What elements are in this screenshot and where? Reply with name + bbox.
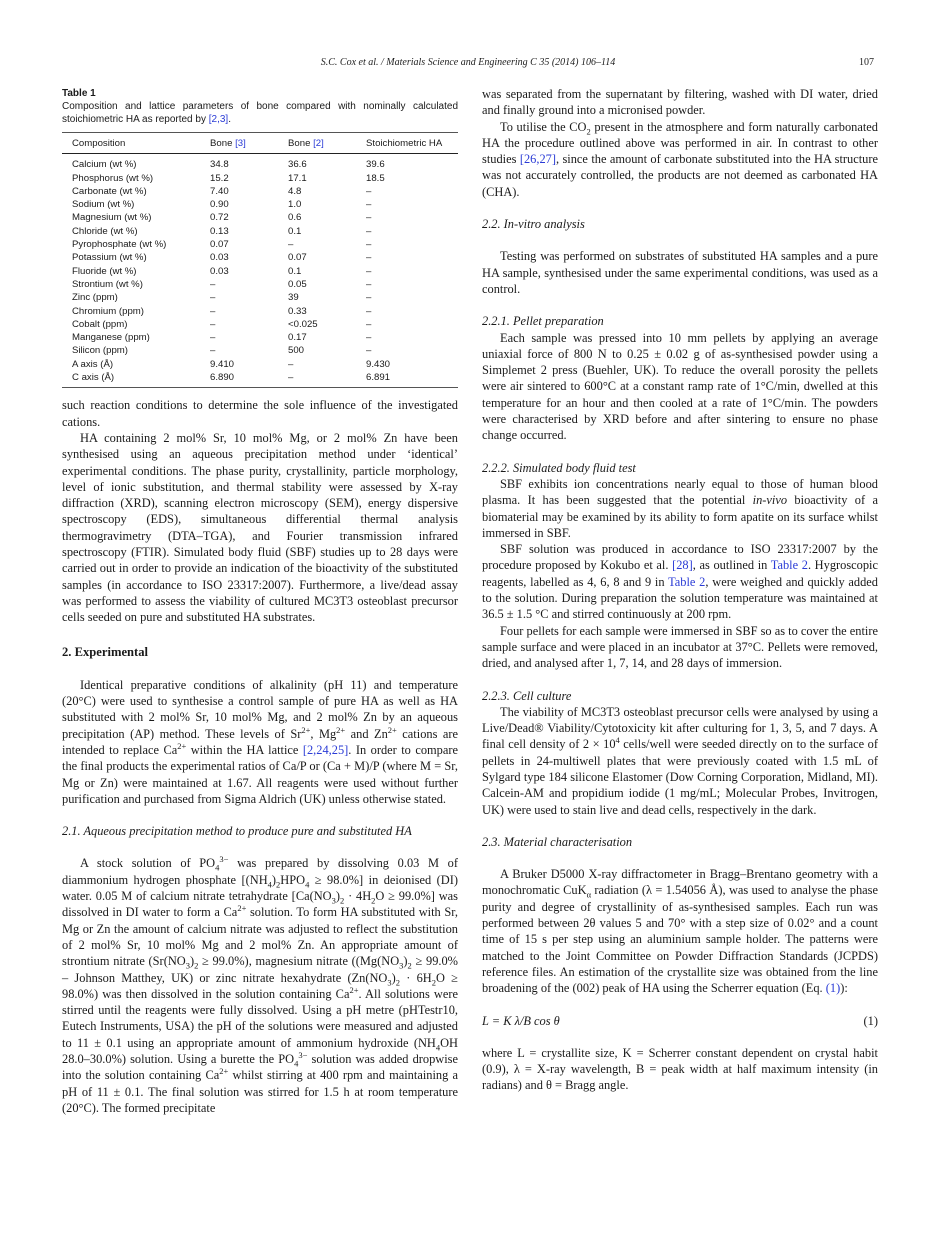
subscript: 2 — [431, 977, 436, 988]
superscript: 2+ — [177, 740, 187, 751]
text-run: , as outlined in — [692, 558, 771, 573]
subscript: 2 — [407, 960, 412, 971]
paragraph — [482, 476, 878, 541]
subscript: 4 — [294, 1058, 299, 1069]
cell-bone3: – — [210, 332, 216, 344]
cell-stoich: – — [366, 185, 372, 197]
citation-link[interactable]: [2,24,25] — [302, 742, 349, 757]
paragraph — [482, 866, 878, 996]
journal-citation: S.C. Cox et al. / Materials Science and Engineering C 35 (2014) 106–114 — [320, 57, 616, 68]
table-link[interactable]: Table 2 — [668, 574, 706, 589]
cell-name: Silicon (ppm) — [72, 345, 128, 357]
col-header-composition: Composition — [62, 133, 200, 154]
text-run: To utilise the CO — [500, 119, 587, 134]
paragraph: Each sample was pressed into 10 mm pellets by applying an average uniaxial force of 800 N to 0.25 ± 0.02 g of as-synthesised powder using a Simplemet 2 press (Buehler, UK). To reduce the overall porosity the pellets were air sintered to 600°C at a constant ramp rate of 1°C/min, dwelled at this temperature for an hour and then cooled at a rate of 1°C/min. The powders were characterised by XRD before and after sintering to ensure no phase change occurred. — [482, 330, 878, 443]
text-run: O ≥ 99.0%] was dissolved in DI water to form a Ca — [62, 889, 459, 920]
text-run: ): — [840, 981, 848, 996]
table-caption — [62, 100, 458, 126]
paragraph: such reaction conditions to determine the sole influence of the investigated cations. — [62, 398, 458, 429]
running-head — [62, 57, 874, 71]
text-run: present in the atmosphere and form naturally carbonated HA the procedure outlined above was performed in air. In contrast to other studies — [482, 119, 878, 167]
equation-number: (1) — [863, 1013, 878, 1028]
table-row — [62, 265, 458, 278]
subscript: 4 — [215, 862, 220, 873]
text-run: , were weighed and quickly added to the solution. During preparation the solution temperature was maintained at 36.5 ± 1.5 °C and stirred continuously at 200 rpm. — [482, 574, 879, 622]
cell-bone3: – — [210, 305, 216, 317]
cell-bone3: 0.90 — [210, 199, 229, 211]
text-run: ) — [271, 872, 277, 887]
table-row — [62, 331, 458, 344]
cell-stoich: – — [366, 199, 372, 211]
cell-name: Potassium (wt %) — [72, 252, 147, 264]
subsection-heading: 2.2. In-vitro analysis — [482, 217, 585, 232]
table-row — [62, 278, 458, 291]
cell-bone3: 0.03 — [210, 252, 229, 264]
text-run: SBF solution was produced in accordance to ISO 23317:2007 by the procedure proposed by Kokubo et al. — [482, 542, 878, 573]
cell-name: A axis (Å) — [72, 358, 114, 370]
cell-stoich: – — [366, 278, 372, 290]
cell-bone3: 6.890 — [210, 372, 235, 384]
subsection-heading: 2.2.3. Cell culture — [482, 688, 572, 703]
text-run: ) — [189, 954, 195, 969]
right-column — [482, 86, 878, 1094]
subscript: 2 — [371, 895, 376, 906]
subscript: 2 — [194, 960, 199, 971]
subscript: 3 — [185, 960, 190, 971]
cell-name: Strontium (wt %) — [72, 278, 143, 290]
subsection-heading: 2.2.1. Pellet preparation — [482, 314, 604, 329]
text-run: ≥ 99.0% – Johnson Matthey, UK) or zinc nitrate hexahydrate (Zn(NO — [62, 954, 458, 985]
table-body — [62, 154, 458, 388]
caption-end: . — [228, 114, 231, 125]
text-run: was prepared by dissolving 0.03 M of diammonium hydrogen phosphate [(NH — [62, 856, 458, 887]
cell-name: Carbonate (wt %) — [72, 185, 147, 197]
cell-stoich: – — [366, 305, 372, 317]
cell-name: Chromium (ppm) — [72, 305, 144, 317]
cell-bone2: – — [288, 358, 294, 370]
cell-bone2: 0.1 — [288, 265, 302, 277]
table-row — [62, 211, 458, 224]
table-row — [62, 358, 458, 371]
cell-bone3: – — [210, 278, 216, 290]
cell-bone3: 0.13 — [210, 225, 229, 237]
cell-name: Fluoride (wt %) — [72, 265, 137, 277]
text-run: · 6H — [400, 970, 432, 985]
subscript: 3 — [399, 960, 404, 971]
cell-stoich: – — [366, 265, 372, 277]
text-run: ) — [335, 889, 340, 904]
cell-name: C axis (Å) — [72, 372, 115, 384]
col-header-stoich: Stoichiometric HA — [356, 133, 458, 154]
cell-bone2: <0.025 — [288, 318, 318, 330]
cell-stoich: 18.5 — [366, 172, 385, 184]
table-row — [62, 172, 458, 185]
subsection-heading: 2.2.2. Simulated body fluid test — [482, 460, 636, 475]
citation-link[interactable]: [3] — [235, 138, 246, 149]
table-row — [62, 225, 458, 238]
col-header-bone3 — [200, 133, 278, 154]
table-label: Table 1 — [62, 88, 96, 99]
subscript: 4 — [267, 879, 272, 890]
paragraph — [482, 704, 878, 818]
text-run: The viability of MC3T3 osteoblast precursor cells were analysed by using a Live/Dead® Viability/Cytotoxicity kit after culturing for 1, 3, 5, and 7 days. A final cell density of 2 × 10 — [482, 704, 878, 752]
cell-bone2: 500 — [288, 345, 305, 357]
text-run: HPO — [280, 872, 306, 887]
scherrer-equation — [482, 1013, 878, 1029]
text-run: solution was added dropwise into the solution containing Ca — [62, 1052, 459, 1083]
paragraph: Four pellets for each sample were immersed in SBF so as to cover the entire sample surface and were placed in an incubator at 37°C. Pellets were removed, dried, and analysed after 1, 7, 14, and 28 days of immersion. — [482, 623, 878, 671]
text-run: O ≥ 98.0%) was then dissolved in the solution containing Ca — [62, 970, 458, 1001]
superscript: 2+ — [301, 724, 311, 735]
caption-text: Composition and lattice parameters of bone compared with nominally calculated stoichiometric HA as reported by — [62, 101, 458, 125]
subscript: α — [586, 889, 592, 900]
table-row — [62, 154, 458, 172]
cell-stoich: – — [366, 212, 372, 224]
text-run: within the HA lattice — [186, 742, 303, 757]
cell-bone3: 0.72 — [210, 212, 229, 224]
subscript: 2 — [340, 895, 345, 906]
paragraph: was separated from the supernatant by filtering, washed with DI water, dried and finally ground into a micronised powder. — [482, 87, 878, 118]
superscript: 2+ — [336, 724, 346, 735]
text-run: , since the amount of carbonate substituted into the HA structure was not accurately controlled, the products are not deemed as carbonated HA (CHA). — [482, 152, 878, 199]
paragraph — [482, 119, 878, 200]
text-run: bioactivity of a biomaterial may be examined by its ability to form apatite on its surface whilst immersed in SBF. — [482, 493, 878, 540]
table-row — [62, 238, 458, 251]
text-run: , Mg — [310, 726, 337, 741]
text-run: · 4H — [344, 889, 372, 904]
text-run: . All solutions were stirred until the reagents were fully dissolved. Using a pH metre (pHTestr10, Eutech Instruments, USA) the pH of the solutions were measured and adjusted to 11 ± 0.1 using an appropriate amount of ammonium hydroxide (NH — [62, 986, 458, 1050]
text-run: Identical preparative conditions of alkalinity (pH 11) and temperature (20°C) were used to synthesise a control sample of pure HA as well as HA substituted with 2 mol% Sr, 10 mol% Mg, and 2 mol% Zn by an aqueous precipitation (AP) method. These levels of Sr — [62, 677, 458, 741]
superscript: 3− — [298, 1049, 308, 1060]
cell-bone2: 1.0 — [288, 199, 302, 211]
cell-name: Manganese (ppm) — [72, 332, 150, 344]
superscript: 4 — [615, 735, 620, 746]
text-run: cations are intended to replace Ca — [62, 726, 458, 757]
text-run: ≥ 98.0%] in deionised (DI) water. 0.05 M of calcium nitrate tetrahydrate [Ca(NO — [62, 872, 458, 904]
cell-stoich: – — [366, 252, 372, 264]
page-number: 107 — [859, 57, 874, 68]
table-row — [62, 344, 458, 357]
cell-name: Phosphorus (wt %) — [72, 172, 154, 184]
table-row — [62, 251, 458, 264]
paragraph — [62, 855, 458, 1116]
subscript: 3 — [387, 977, 392, 988]
cell-bone2: 0.05 — [288, 278, 307, 290]
cell-stoich: – — [366, 332, 372, 344]
cell-name: Chloride (wt %) — [72, 225, 138, 237]
cell-stoich: – — [366, 318, 372, 330]
col-header-bone2 — [278, 133, 356, 154]
text-run: ) — [403, 954, 408, 969]
paragraph: where L = crystallite size, K = Scherrer constant dependent on crystal habit (0.9), λ = X-ray wavelength, B = peak width at half maximum intensity (in radians) and θ = Bragg angle. — [482, 1045, 878, 1093]
cell-bone2: 0.17 — [288, 332, 307, 344]
paragraph: Testing was performed on substrates of substituted HA samples and a pure HA sample, synthesised under the same experimental conditions, was used as a control. — [482, 249, 878, 296]
header-text: Bone — [288, 138, 314, 149]
emphasis: in-vivo — [752, 493, 788, 508]
cell-name: Zinc (ppm) — [72, 292, 118, 304]
subscript: 4 — [305, 879, 310, 890]
superscript: 3− — [219, 854, 229, 865]
text-run: solution. To form HA substituted with Sr, Mg or Zn the amount of calcium nitrate was adjusted to reflect the substitution of 2 mol% Sr, 10 mol% Mg and 2 mol% Zn. An appropriate amount of strontium nitrate (Sr(NO — [62, 905, 458, 969]
cell-bone2: 36.6 — [288, 159, 307, 171]
cell-bone2: – — [288, 372, 294, 384]
cell-bone2: 4.8 — [288, 185, 302, 197]
cell-bone2: 0.1 — [288, 225, 302, 237]
citation-link[interactable]: [2] — [313, 138, 324, 149]
subsection-heading: 2.1. Aqueous precipitation method to produce pure and substituted HA — [62, 824, 412, 839]
cell-stoich: – — [366, 225, 372, 237]
section-heading: 2. Experimental — [62, 644, 149, 659]
cell-bone3: 9.410 — [210, 358, 235, 370]
equation-link[interactable]: (1) — [825, 981, 841, 996]
cell-bone3: 7.40 — [210, 185, 229, 197]
cell-name: Cobalt (ppm) — [72, 318, 128, 330]
text-run: radiation (λ = 1.54056 Å), was used to analyse the phase purity and degree of crystallinity of as-synthesised samples. Each run was performed between 2θ values 5 and 70° with a step size of 0.02° and a count time of 15 s per step using an aluminium sample holder. The patterns were matched to the Joint Committee on Powder Diffraction Standards (JCPDS) reference files. An estimation of the crystallite size was obtained from the line broadening of the (002) peak of HA using the Scherrer equation (Eq. — [482, 883, 878, 996]
cell-bone3: – — [210, 345, 216, 357]
text-run: ) — [391, 970, 396, 985]
subscript: 2 — [276, 879, 281, 890]
subscript: 4 — [435, 1042, 441, 1053]
subscript: 2 — [395, 977, 400, 988]
cell-bone2: 0.07 — [288, 252, 307, 264]
superscript: 2+ — [237, 903, 247, 914]
table-header-row — [62, 133, 458, 154]
paragraph — [62, 677, 458, 807]
cell-bone3: – — [210, 318, 216, 330]
text-run: OH 28.0–30.0%) solution. Using a burette the PO — [62, 1035, 458, 1067]
text-run: cells/well were seeded directly on to the surface of pellets in 24-multiwell plates that were previously coated with 1.5 mL of Sylgard type 184 silicone Elastomer (Dow Corning Corporation, Midland, MI). Calcein-AM and propidium iodide (1 mg/mL; Molecular Probes, Invitrogen, UK) were used to stain live and dead cells, respectively in the dark. — [482, 737, 878, 817]
table-row — [62, 371, 458, 388]
cell-bone3: – — [210, 292, 216, 304]
table-row — [62, 318, 458, 331]
citation-link[interactable]: [2,3] — [208, 114, 229, 125]
table-row — [62, 198, 458, 211]
text-run: ≥ 99.0%), magnesium nitrate ((Mg(NO — [198, 954, 400, 969]
cell-stoich: 9.430 — [366, 358, 391, 370]
paragraph — [482, 541, 878, 622]
cell-name: Magnesium (wt %) — [72, 212, 152, 224]
table-row — [62, 291, 458, 304]
superscript: 2+ — [387, 724, 397, 735]
cell-stoich: 39.6 — [366, 159, 385, 171]
text-run: and Zn — [345, 726, 388, 741]
subscript: 3 — [331, 895, 336, 906]
cell-bone3: 15.2 — [210, 172, 229, 184]
text-run: whilst stirring at 400 rpm and maintaining a pH of 11 ± 0.1. The final solution was stirred for 1.5 h at room temperature (20°C). The formed precipitate — [62, 1068, 458, 1115]
paragraph: HA containing 2 mol% Sr, 10 mol% Mg, or 2 mol% Zn have been synthesised using an aqueous precipitation method under ‘identical’ experimental conditions. The phase purity, crystallinity, particle morphology, level of ionic substitution, and thermal stability were assessed by X-ray diffraction (XRD), scanning electron microscopy (SEM), energy dispersive spectroscopy (EDS), simultaneous differential thermal analysis thermogravimetry (DTA–TGA), and Fourier transmission infrared spectroscopy (FTIR). Simulated body fluid (SBF) studies up to 28 days were carried out in order to provide an indication of the bioactivity of the substituted samples (in accordance to ISO 23317:2007). Furthermore, a live/dead assay was performed to assess the viability of cultured MC3T3 osteoblast precursor cells seeded on pure and substituted HA substrates. — [62, 430, 458, 625]
cell-bone2: 39 — [288, 292, 299, 304]
citation-link[interactable]: [26,27] — [519, 152, 556, 167]
cell-stoich: – — [366, 239, 372, 251]
cell-bone2: – — [288, 239, 294, 251]
cell-bone2: 0.6 — [288, 212, 302, 224]
cell-bone2: 17.1 — [288, 172, 307, 184]
superscript: 2+ — [219, 1066, 229, 1077]
cell-name: Pyrophosphate (wt %) — [72, 239, 167, 251]
cell-bone2: 0.33 — [288, 305, 307, 317]
table-row — [62, 185, 458, 198]
text-run: . Hygroscopic reagents, labelled as 4, 6, 8 and 9 in — [482, 558, 878, 589]
cell-stoich: 6.891 — [366, 372, 391, 384]
cell-stoich: – — [366, 345, 372, 357]
cell-bone3: 34.8 — [210, 159, 229, 171]
cell-bone3: 0.07 — [210, 239, 229, 251]
cell-stoich: – — [366, 292, 372, 304]
subsection-heading: 2.3. Material characterisation — [482, 834, 633, 849]
superscript: 2+ — [349, 984, 359, 995]
text-run: . In order to compare the final products the experimental ratios of Ca/P or (Ca + M)/P (where M = Sr, Mg or Zn) were maintained at 1.67. All reagents were used without further purification and purchased from Sigma Aldrich (UK) unless otherwise stated. — [62, 742, 458, 806]
equation-text: L = K λ/B cos θ — [482, 1013, 560, 1028]
cell-name: Sodium (wt %) — [72, 199, 135, 211]
subscript: 2 — [586, 126, 591, 137]
text-run: SBF exhibits ion concentrations nearly equal to those of human blood plasma. It has been suggested that the potential — [482, 476, 878, 508]
text-run: A stock solution of PO — [80, 856, 216, 871]
composition-table — [62, 132, 458, 388]
table-row — [62, 305, 458, 318]
cell-bone3: 0.03 — [210, 265, 229, 277]
cell-name: Calcium (wt %) — [72, 159, 137, 171]
text-run: A Bruker D5000 X-ray diffractometer in Bragg–Brentano geometry with a monochromatic CuK — [482, 867, 878, 898]
table-link[interactable]: Table 2 — [770, 558, 808, 573]
citation-link[interactable]: [28] — [672, 558, 693, 573]
header-text: Bone — [210, 138, 236, 149]
left-column — [62, 86, 458, 1116]
